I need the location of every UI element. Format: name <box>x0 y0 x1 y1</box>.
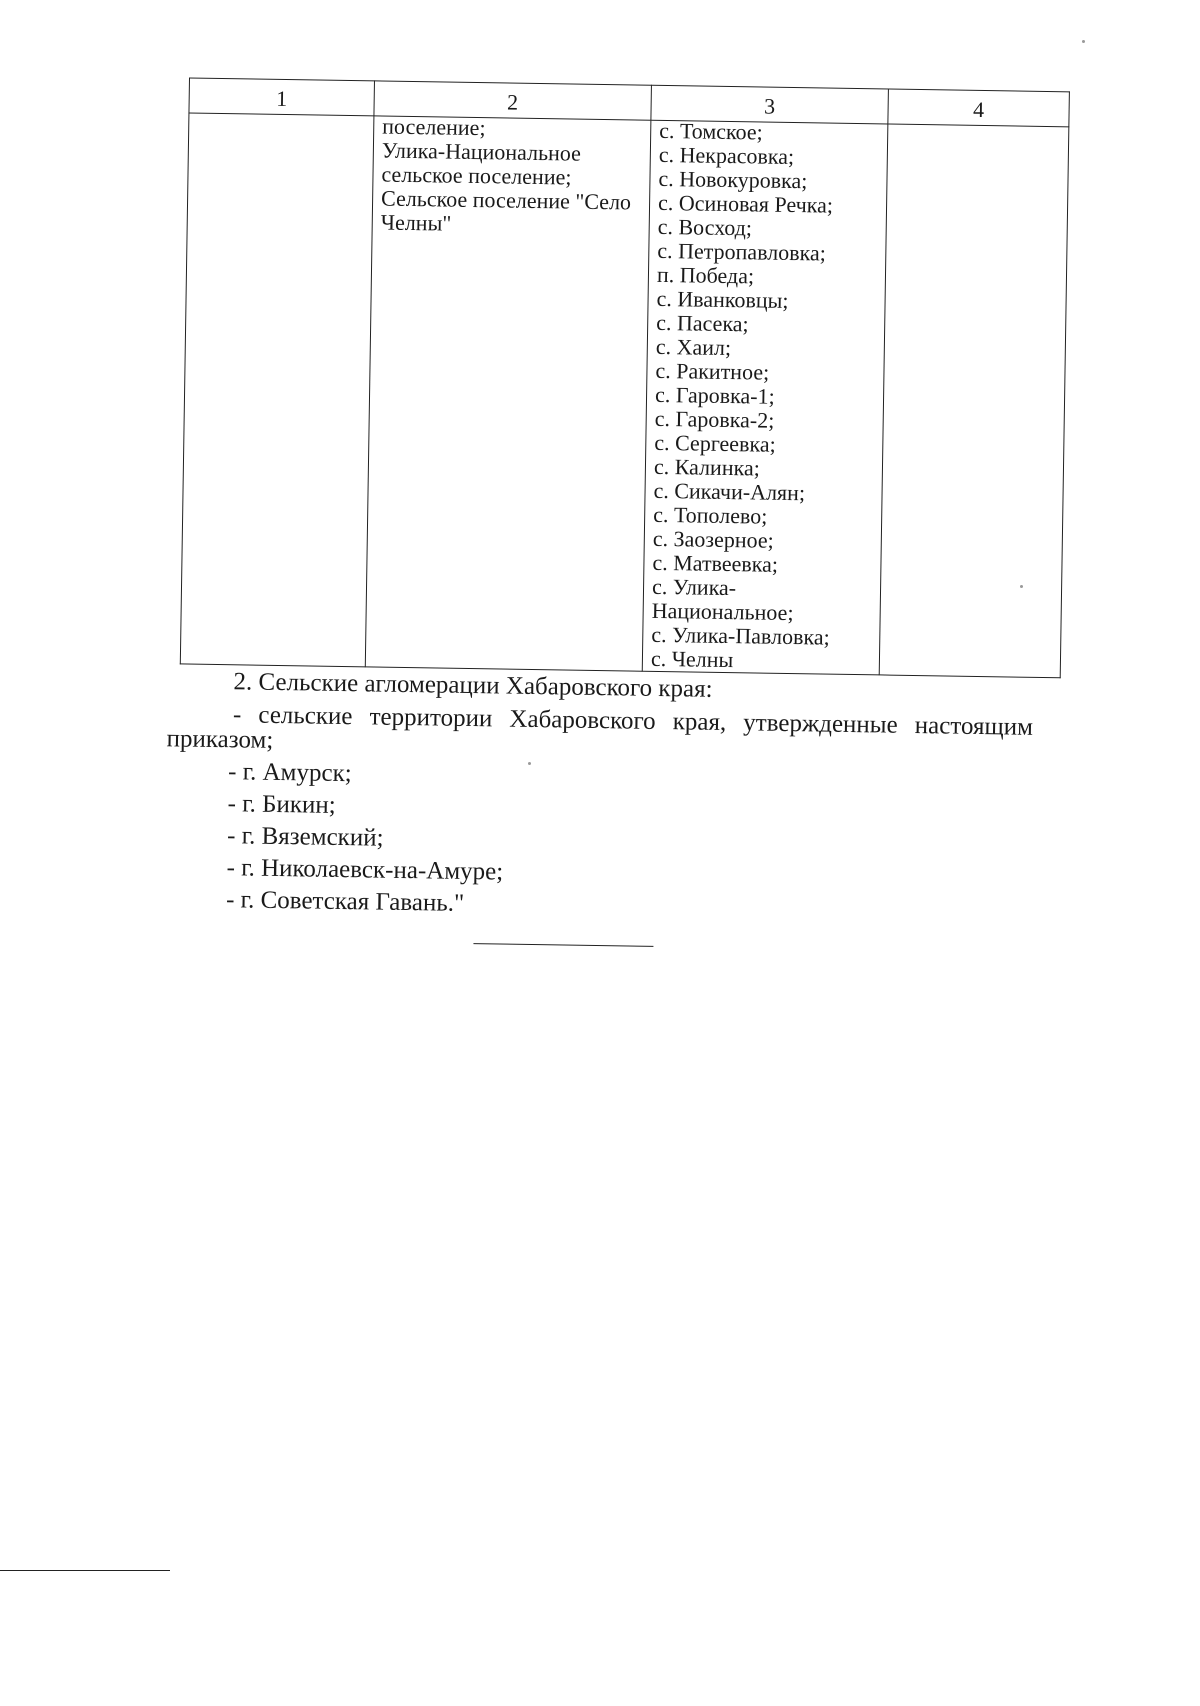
list-item: сельское поселение; <box>381 161 572 190</box>
cell-col-3 <box>642 117 888 675</box>
header-col-3: 3 <box>651 85 889 124</box>
list-item: Челны" <box>380 209 452 236</box>
list-item: с. Челны <box>650 645 734 673</box>
list-item: с. Иванковцы; <box>656 285 789 313</box>
list-item: с. Заозерное; <box>652 525 774 553</box>
cell-col-4 <box>879 124 1069 678</box>
list-item: - г. Вяземский; <box>226 822 384 852</box>
table-row <box>180 113 1069 678</box>
settlements-list <box>643 119 888 675</box>
list-item: поселение; <box>382 113 486 141</box>
list-item: с. Гаровка-2; <box>654 405 775 433</box>
section-title: 2. Сельские агломерации Хабаровского края: <box>233 668 713 703</box>
list-item: с. Осиновая Речка; <box>657 189 834 218</box>
list-item: - г. Советская Гавань." <box>225 886 465 917</box>
municipalities-list <box>373 114 651 238</box>
list-item: Сельское поселение "Село <box>380 185 632 215</box>
list-item: с. Хаил; <box>655 333 732 361</box>
list-item: с. Петропавловка; <box>657 237 827 266</box>
footer-divider <box>0 1570 170 1571</box>
cities-list <box>226 756 505 920</box>
list-item: п. Победа; <box>656 261 755 289</box>
list-item: - г. Бикин; <box>227 790 336 819</box>
list-item: с. Матвеевка; <box>652 549 779 577</box>
settlements-table <box>180 78 1070 679</box>
scan-speck <box>1020 585 1023 588</box>
list-item: с. Улика- <box>651 573 737 601</box>
list-item: с. Калинка; <box>653 453 761 481</box>
list-item: с. Некрасовка; <box>658 141 795 170</box>
list-item: с. Гаровка-1; <box>654 381 775 409</box>
list-item: - г. Николаевск-на-Амуре; <box>226 854 504 886</box>
scan-speck <box>1082 40 1085 43</box>
list-item: с. Улика-Павловка; <box>651 621 830 650</box>
closing-divider <box>473 943 653 947</box>
section-intro-line-1: - сельские территории Хабаровского края, утвержденные настоящим <box>232 701 1034 741</box>
cell-col-2 <box>365 113 651 671</box>
header-col-2: 2 <box>374 81 652 120</box>
list-item: Улика-Национальное <box>381 137 582 166</box>
list-item: с. Восход; <box>657 213 753 241</box>
header-col-1: 1 <box>189 78 375 116</box>
header-col-4: 4 <box>888 89 1070 127</box>
list-item: - г. Амурск; <box>227 758 352 788</box>
list-item: с. Тополево; <box>653 501 768 529</box>
list-item: с. Томское; <box>659 117 763 145</box>
cell-col-1 <box>180 113 374 667</box>
list-item: с. Пасека; <box>656 309 749 337</box>
list-item: с. Сергеевка; <box>654 429 776 457</box>
scan-speck <box>528 762 531 765</box>
list-item: с. Сикачи-Алян; <box>653 477 806 506</box>
section-intro-line-2: приказом; <box>166 725 274 754</box>
list-item: Национальное; <box>651 597 794 626</box>
list-item: с. Ракитное; <box>655 357 770 385</box>
list-item: с. Новокуровка; <box>658 165 808 194</box>
